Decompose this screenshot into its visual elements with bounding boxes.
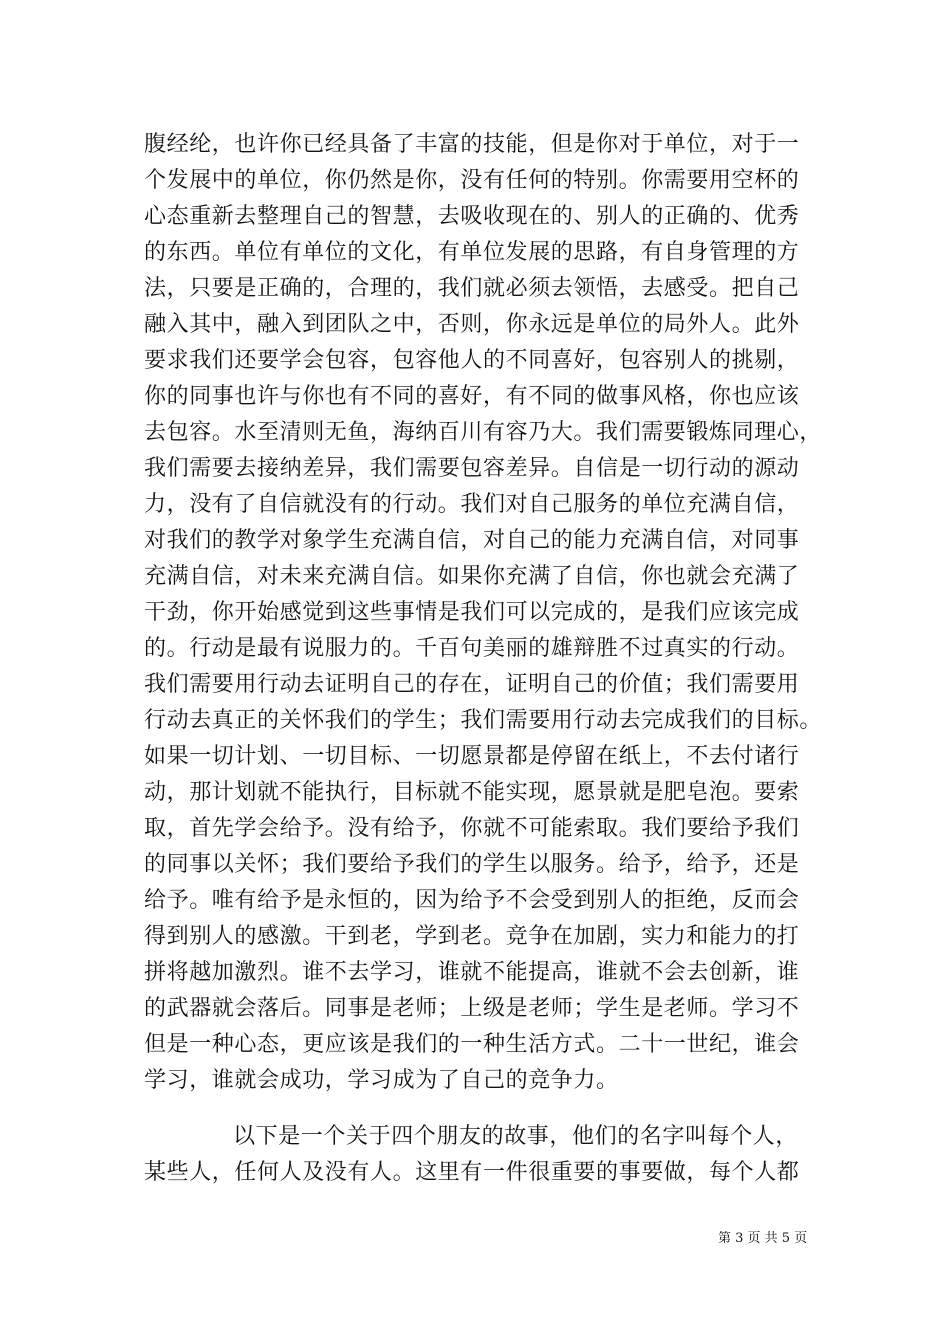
text-line: 法，只要是正确的，合理的，我们就必须去领悟，去感受。把自己: [144, 276, 800, 301]
text-line: 你的同事也许与你也有不同的喜好，有不同的做事风格，你也应该: [144, 384, 800, 409]
text-line: 得到别人的感激。干到老，学到老。竞争在加剧，实力和能力的打: [144, 924, 800, 949]
text-line: 如果一切计划、一切目标、一切愿景都是停留在纸上，不去付诸行: [144, 744, 800, 769]
text-line: 取，首先学会给予。没有给予，你就不可能索取。我们要给予我们: [144, 816, 800, 841]
text-line: 给予。唯有给予是永恒的，因为给予不会受到别人的拒绝，反而会: [144, 888, 800, 913]
text-line: 的武器就会落后。同事是老师；上级是老师；学生是老师。学习不: [144, 996, 800, 1021]
text-line: 对我们的教学对象学生充满自信，对自己的能力充满自信，对同事: [144, 528, 800, 553]
text-line: 充满自信，对未来充满自信。如果你充满了自信，你也就会充满了: [144, 564, 800, 589]
text-line: 拼将越加激烈。谁不去学习，谁就不能提高，谁就不会去创新，谁: [144, 960, 800, 985]
text-line: 个发展中的单位，你仍然是你，没有任何的特别。你需要用空杯的: [144, 168, 800, 193]
text-line: 学习，谁就会成功，学习成为了自己的竞争力。: [144, 1068, 619, 1093]
text-line: 力，没有了自信就没有的行动。我们对自己服务的单位充满自信，: [144, 492, 800, 517]
text-line: 要求我们还要学会包容，包容他人的不同喜好，包容别人的挑剔，: [144, 348, 800, 373]
paragraph-first-line: 以下是一个关于四个朋友的故事，他们的名字叫每个人，: [233, 1124, 799, 1149]
text-line: 心态重新去整理自己的智慧，去吸收现在的、别人的正确的、优秀: [144, 204, 800, 229]
text-line: 去包容。水至清则无鱼，海纳百川有容乃大。我们需要锻炼同理心，: [144, 420, 823, 445]
text-line: 但是一种心态，更应该是我们的一种生活方式。二十一世纪，谁会: [144, 1032, 800, 1057]
text-line: 腹经纶，也许你已经具备了丰富的技能，但是你对于单位，对于一: [144, 132, 800, 157]
text-line: 我们需要去接纳差异，我们需要包容差异。自信是一切行动的源动: [144, 456, 800, 481]
text-line: 行动去真正的关怀我们的学生；我们需要用行动去完成我们的目标。: [144, 708, 823, 733]
text-line: 某些人，任何人及没有人。这里有一件很重要的事要做，每个人都: [144, 1160, 800, 1185]
text-line: 我们需要用行动去证明自己的存在，证明自己的价值；我们需要用: [144, 672, 800, 697]
text-line: 的同事以关怀；我们要给予我们的学生以服务。给予，给予，还是: [144, 852, 800, 877]
page-number-footer: 第 3 页 共 5 页: [718, 1231, 808, 1246]
text-line: 的东西。单位有单位的文化，有单位发展的思路，有自身管理的方: [144, 240, 800, 265]
text-line: 干劲，你开始感觉到这些事情是我们可以完成的，是我们应该完成: [144, 600, 800, 625]
text-line: 动，那计划就不能执行，目标就不能实现，愿景就是肥皂泡。要索: [144, 780, 800, 805]
text-line: 融入其中，融入到团队之中，否则，你永远是单位的局外人。此外: [144, 312, 800, 337]
text-line: 的。行动是最有说服力的。千百句美丽的雄辩胜不过真实的行动。: [144, 636, 800, 661]
